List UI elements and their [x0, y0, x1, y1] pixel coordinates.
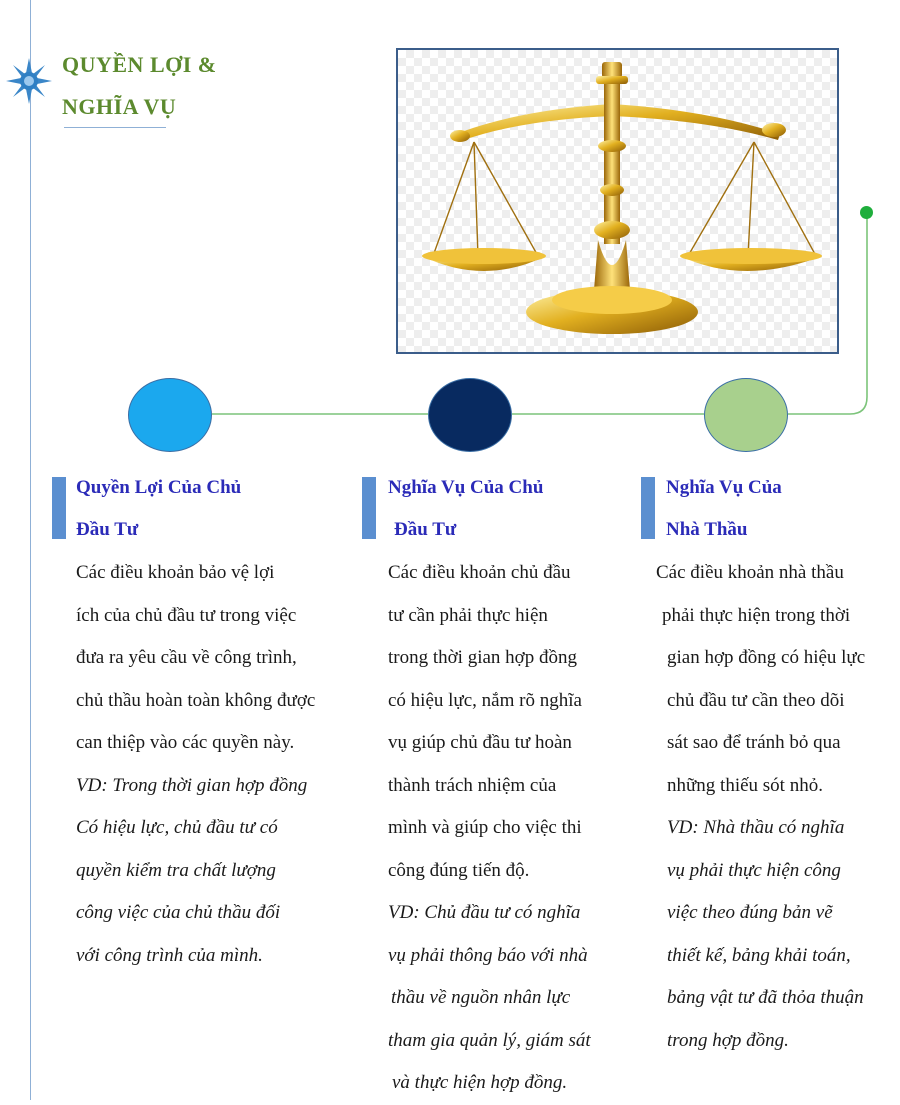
body-line: có hiệu lực, nắm rõ nghĩa	[388, 689, 582, 711]
heading-line: Nghĩa Vụ Của	[666, 477, 782, 498]
body-line: tư cần phải thực hiện	[388, 604, 548, 626]
heading-line: Đầu Tư	[394, 519, 457, 540]
example-line: quyền kiểm tra chất lượng	[76, 859, 276, 881]
body-line: vụ giúp chủ đầu tư hoàn	[388, 732, 572, 753]
example-line: công việc của chủ thầu đối	[76, 902, 281, 923]
example-line: với công trình của mình.	[76, 944, 263, 966]
example-line: vụ phải thực hiện công	[667, 859, 841, 881]
example-line: việc theo đúng bản vẽ	[667, 902, 833, 923]
timeline-circle-1	[128, 378, 212, 452]
body-line: Các điều khoản nhà thầu	[656, 562, 844, 583]
example-line: tham gia quản lý, giám sát	[388, 1029, 591, 1051]
example-line: thầu về nguồn nhân lực	[391, 987, 571, 1008]
body-line: chủ thầu hoàn toàn không được	[76, 689, 316, 711]
body-line: Các điều khoản chủ đầu	[388, 562, 571, 583]
body-line: chủ đầu tư cần theo dõi	[667, 689, 845, 711]
title-line-2: NGHĨA VỤ	[62, 94, 177, 119]
scales-of-justice-icon	[398, 50, 839, 354]
column-3-heading	[666, 467, 782, 551]
example-line: trong hợp đồng.	[667, 1029, 789, 1051]
body-line: can thiệp vào các quyền này.	[76, 732, 295, 753]
column-1-body	[76, 552, 315, 977]
heading-line: Đầu Tư	[76, 519, 139, 540]
column-1-heading	[76, 467, 241, 551]
heading-line: Quyền Lợi Của Chủ	[76, 477, 242, 498]
title-line-1: QUYỀN LỢI &	[62, 52, 217, 77]
page-title	[62, 44, 217, 128]
example-line: và thực hiện hợp đồng.	[392, 1072, 568, 1093]
example-line: Có hiệu lực, chủ đầu tư có	[76, 817, 278, 838]
example-line: vụ phải thông báo với nhà	[388, 944, 588, 966]
body-line: gian hợp đồng có hiệu lực	[667, 647, 866, 668]
example-line: bảng vật tư đã thỏa thuận	[667, 987, 864, 1008]
timeline-circle-2	[428, 378, 512, 452]
example-line: VD: Trong thời gian hợp đồng	[76, 774, 308, 796]
heading-marker-2	[362, 477, 376, 539]
body-line: phải thực hiện trong thời	[662, 604, 851, 626]
left-margin-line	[30, 0, 31, 1100]
body-line: Các điều khoản bảo vệ lợi	[76, 562, 275, 583]
example-line: VD: Nhà thầu có nghĩa	[667, 817, 845, 838]
column-2-heading	[388, 467, 543, 551]
title-underline	[64, 127, 166, 128]
heading-line: Nhà Thầu	[666, 519, 748, 540]
heading-marker-1	[52, 477, 66, 539]
body-line: trong thời gian hợp đồng	[388, 647, 577, 668]
heading-line: Nghĩa Vụ Của Chủ	[388, 477, 544, 498]
example-line: VD: Chủ đầu tư có nghĩa	[388, 902, 581, 923]
body-line: những thiếu sót nhỏ.	[667, 774, 823, 796]
column-3-body	[656, 552, 865, 1062]
body-line: ích của chủ đầu tư trong việc	[76, 604, 297, 626]
heading-marker-3	[641, 477, 655, 539]
column-2-body	[388, 552, 591, 1105]
sun-icon	[6, 58, 52, 104]
timeline-circle-3	[704, 378, 788, 452]
body-line: thành trách nhiệm của	[388, 774, 557, 796]
example-line: thiết kế, bảng khải toán,	[667, 944, 851, 966]
body-line: mình và giúp cho việc thi	[388, 817, 582, 838]
body-line: đưa ra yêu cầu về công trình,	[76, 647, 297, 668]
scales-image	[396, 48, 839, 354]
body-line: công đúng tiến độ.	[388, 859, 530, 881]
body-line: sát sao để tránh bỏ qua	[667, 732, 841, 753]
timeline-end-dot	[860, 206, 873, 219]
